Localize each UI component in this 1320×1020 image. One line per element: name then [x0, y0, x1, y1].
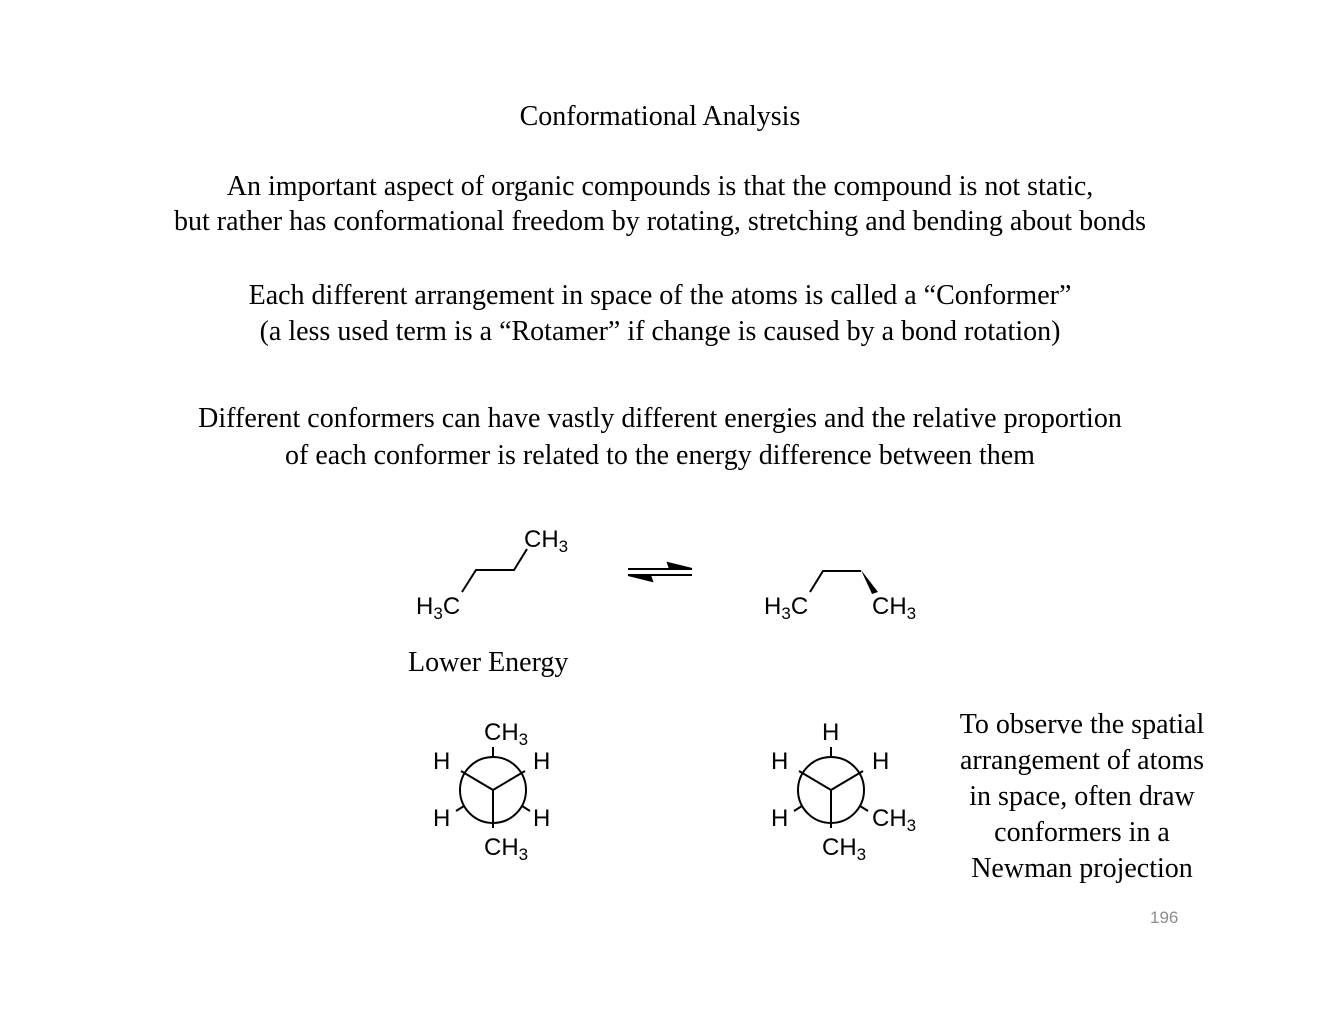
ch3-label — [484, 719, 528, 749]
anti-butane-bonds — [462, 549, 527, 592]
para2-line1: Each different arrangement in space of the atoms is called a “Conformer” — [248, 280, 1072, 311]
ch3-label — [484, 834, 528, 864]
h-label: H — [822, 719, 840, 746]
para1-line1: An important aspect of organic compounds is that the compound is not static, — [226, 171, 1094, 202]
newman-gauche — [794, 747, 868, 828]
label-part: 3 — [781, 604, 791, 623]
side-note-line: arrangement of atoms — [959, 745, 1205, 776]
h-label: H — [771, 748, 789, 775]
label-part: CH — [872, 805, 907, 832]
side-note-line: Newman projection — [971, 853, 1193, 884]
para3-line2: of each conformer is related to the energy difference between them — [285, 440, 1035, 471]
h3c-label — [764, 593, 808, 623]
label-part: 3 — [558, 537, 569, 556]
para1-line2: but rather has conformational freedom by rotating, stretching and bending about bonds — [174, 206, 1146, 237]
gauche-butane-bonds — [810, 570, 878, 594]
h-label: H — [533, 805, 551, 832]
equilibrium-arrow — [628, 563, 692, 581]
label-part: CH — [484, 834, 519, 861]
newman-anti — [456, 747, 530, 828]
label-part: H — [764, 593, 782, 620]
label-part: CH — [524, 526, 559, 553]
label-part: 3 — [906, 816, 917, 835]
h-label: H — [872, 748, 890, 775]
label-part: C — [790, 593, 809, 620]
side-note-line: in space, often draw — [969, 781, 1195, 812]
h-label: H — [433, 805, 451, 832]
para3-line1: Different conformers can have vastly different energies and the relative proportion — [198, 403, 1122, 434]
label-part: 3 — [906, 604, 917, 623]
side-note-line: conformers in a — [994, 817, 1170, 848]
label-part: 3 — [856, 845, 867, 864]
ch3-label — [872, 805, 916, 835]
slide-title: Conformational Analysis — [519, 101, 801, 132]
label-part: H — [416, 593, 434, 620]
h-label: H — [771, 805, 789, 832]
label-part: 3 — [433, 604, 443, 623]
page-number: 196 — [1150, 908, 1179, 927]
label-part: CH — [484, 719, 519, 746]
para2-line2: (a less used term is a “Rotamer” if change is caused by a bond rotation) — [259, 316, 1061, 347]
ch3-label — [872, 593, 916, 623]
ch3-label — [822, 834, 866, 864]
label-part: 3 — [518, 845, 529, 864]
label-part: C — [442, 593, 461, 620]
lower-energy-label: Lower Energy — [408, 647, 569, 678]
h-label: H — [533, 748, 551, 775]
label-part: CH — [822, 834, 857, 861]
h-label: H — [433, 748, 451, 775]
label-part: CH — [872, 593, 907, 620]
h3c-label — [416, 593, 460, 623]
side-note-line: To observe the spatial — [959, 709, 1205, 740]
label-part: 3 — [518, 730, 529, 749]
ch3-label — [524, 526, 568, 556]
side-note — [942, 707, 1222, 887]
